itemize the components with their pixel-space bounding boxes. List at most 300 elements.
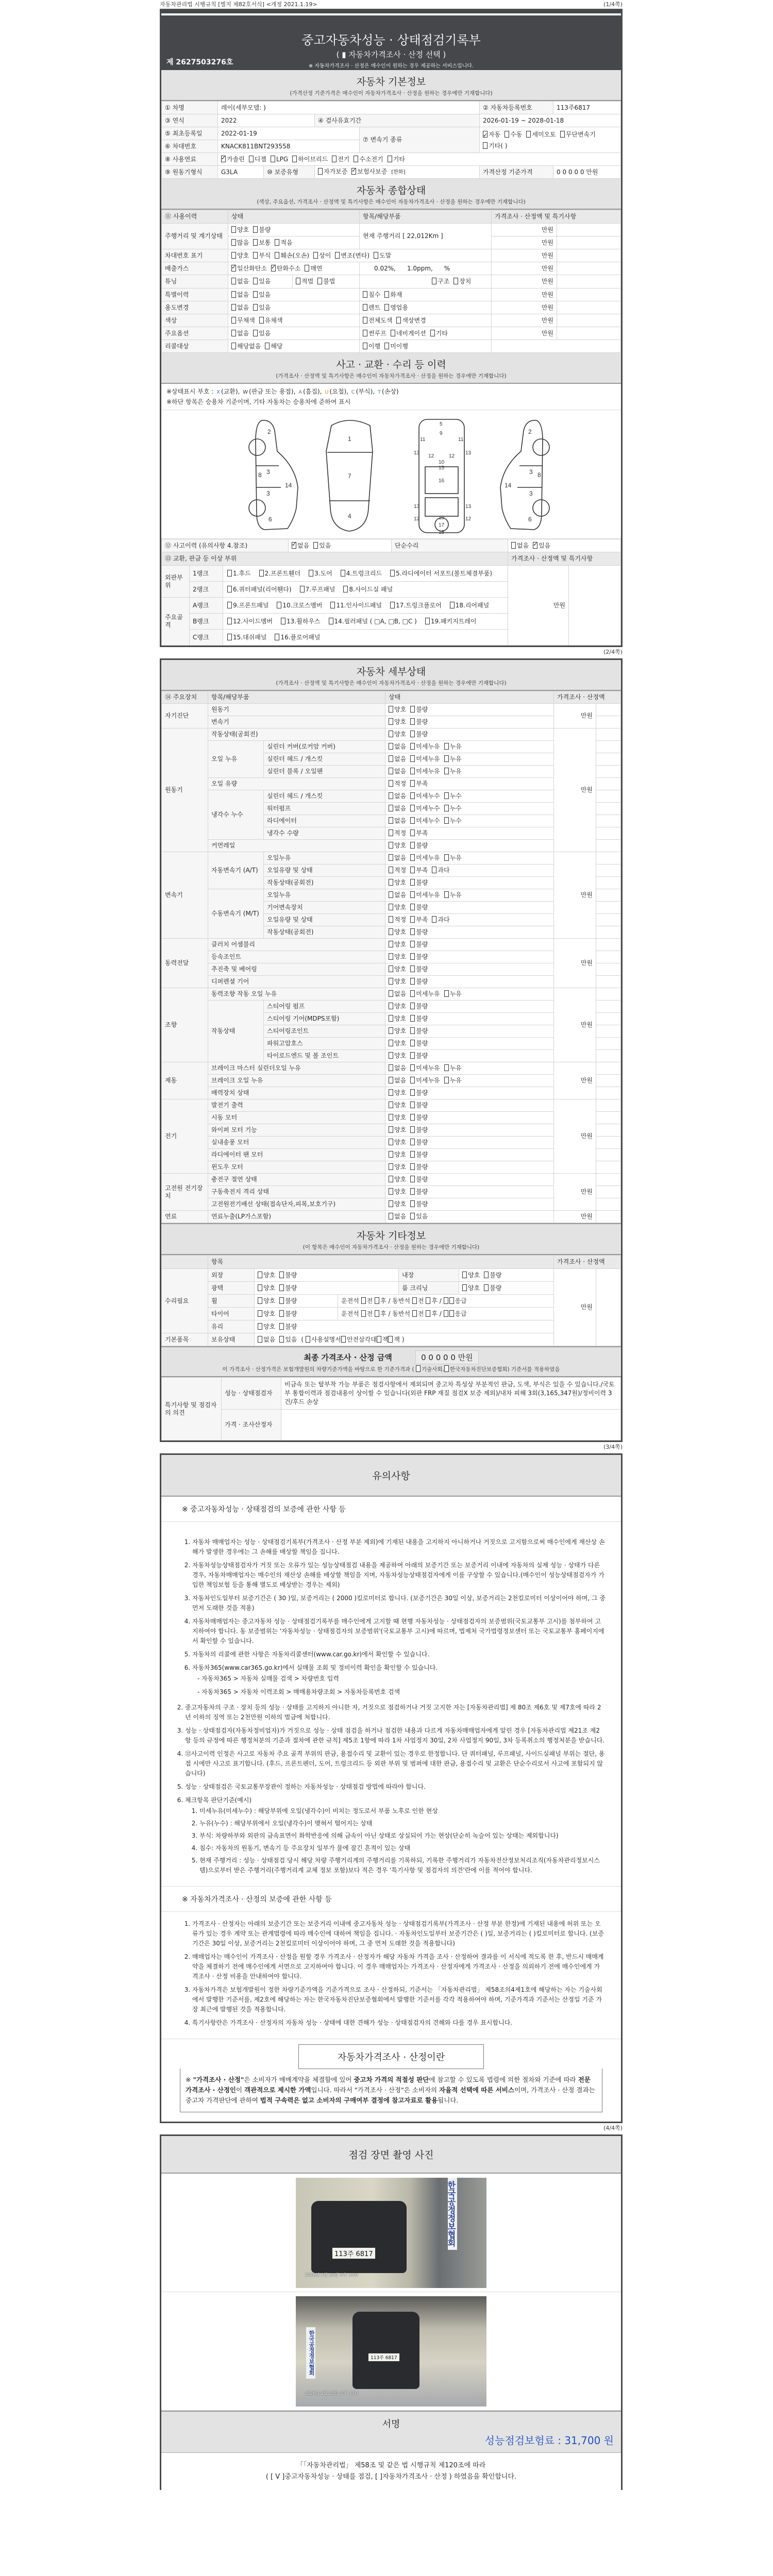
- option[interactable]: [432, 867, 449, 874]
- option[interactable]: [279, 1310, 297, 1318]
- checkbox[interactable]: [341, 1336, 346, 1343]
- checkbox[interactable]: [335, 252, 340, 259]
- checkbox[interactable]: [511, 542, 516, 549]
- option[interactable]: [389, 867, 406, 874]
- checkbox[interactable]: [390, 570, 395, 577]
- checkbox[interactable]: [351, 168, 356, 175]
- option[interactable]: [389, 1077, 406, 1084]
- checkbox[interactable]: [231, 343, 236, 349]
- option[interactable]: [410, 817, 440, 825]
- checkbox[interactable]: [279, 1297, 284, 1304]
- option[interactable]: [410, 891, 440, 899]
- checkbox[interactable]: [231, 239, 236, 246]
- option[interactable]: [450, 600, 489, 611]
- checkbox[interactable]: [410, 1077, 415, 1083]
- option[interactable]: [410, 867, 428, 874]
- option[interactable]: [453, 278, 471, 285]
- option[interactable]: [389, 817, 406, 825]
- checkbox[interactable]: [389, 792, 393, 799]
- checkbox[interactable]: [389, 854, 393, 861]
- option[interactable]: [410, 780, 428, 788]
- option[interactable]: [389, 755, 406, 763]
- checkbox[interactable]: [313, 542, 318, 549]
- checkbox[interactable]: [361, 1310, 366, 1317]
- checkbox[interactable]: [389, 1176, 393, 1182]
- checkbox[interactable]: [444, 817, 449, 824]
- option[interactable]: [410, 743, 440, 751]
- option[interactable]: [363, 304, 380, 312]
- checkbox[interactable]: [253, 278, 258, 284]
- option[interactable]: [389, 1027, 406, 1035]
- option[interactable]: [462, 1272, 480, 1279]
- option[interactable]: [231, 252, 249, 260]
- option[interactable]: [275, 252, 309, 260]
- option[interactable]: [389, 743, 406, 751]
- checkbox[interactable]: [432, 278, 436, 284]
- checkbox[interactable]: [410, 1015, 415, 1022]
- option[interactable]: [227, 584, 292, 595]
- checkbox[interactable]: [410, 805, 415, 811]
- checkbox[interactable]: [410, 1052, 415, 1059]
- checkbox[interactable]: [560, 131, 565, 138]
- checkbox[interactable]: [258, 1297, 262, 1304]
- checkbox[interactable]: [332, 156, 337, 162]
- option[interactable]: [391, 330, 426, 337]
- checkbox[interactable]: [318, 168, 323, 175]
- option[interactable]: [396, 317, 426, 325]
- checkbox[interactable]: [391, 330, 395, 336]
- option[interactable]: [389, 1163, 406, 1171]
- option[interactable]: [389, 780, 406, 788]
- checkbox[interactable]: [410, 1213, 415, 1219]
- option[interactable]: [258, 1336, 275, 1344]
- option[interactable]: [432, 916, 449, 924]
- option[interactable]: [389, 1015, 406, 1023]
- checkbox[interactable]: [389, 1027, 393, 1034]
- checkbox[interactable]: [258, 1323, 262, 1330]
- checkbox[interactable]: [444, 854, 449, 861]
- checkbox[interactable]: [449, 1297, 454, 1304]
- option[interactable]: [363, 317, 392, 325]
- option[interactable]: [384, 291, 402, 299]
- checkbox[interactable]: [426, 1297, 430, 1304]
- option[interactable]: [483, 140, 507, 151]
- checkbox[interactable]: [410, 1163, 415, 1170]
- option[interactable]: [389, 953, 406, 961]
- checkbox[interactable]: [265, 343, 270, 349]
- checkbox[interactable]: [410, 1151, 415, 1158]
- checkbox[interactable]: [389, 978, 393, 985]
- checkbox[interactable]: [505, 131, 509, 138]
- option[interactable]: [253, 226, 271, 234]
- option[interactable]: [444, 743, 462, 751]
- checkbox[interactable]: [389, 941, 393, 947]
- checkbox[interactable]: [389, 1101, 393, 1108]
- option[interactable]: [410, 706, 428, 714]
- checkbox[interactable]: [410, 1176, 415, 1182]
- checkbox[interactable]: [462, 1284, 467, 1291]
- option[interactable]: [281, 616, 320, 627]
- option[interactable]: [253, 330, 271, 337]
- checkbox[interactable]: [389, 743, 393, 750]
- checkbox[interactable]: [389, 953, 393, 960]
- option[interactable]: [313, 252, 331, 260]
- option[interactable]: [330, 600, 382, 611]
- option[interactable]: [231, 275, 249, 288]
- option[interactable]: [389, 978, 406, 986]
- option[interactable]: [253, 291, 271, 299]
- option[interactable]: [410, 792, 440, 800]
- option[interactable]: [354, 156, 383, 163]
- option[interactable]: [313, 542, 331, 550]
- checkbox[interactable]: [412, 1297, 417, 1304]
- option[interactable]: [253, 304, 271, 312]
- option[interactable]: [410, 928, 428, 936]
- option[interactable]: [410, 718, 428, 726]
- checkbox[interactable]: [410, 780, 415, 787]
- checkbox[interactable]: [384, 304, 389, 311]
- checkbox[interactable]: [253, 291, 258, 298]
- checkbox[interactable]: [389, 1200, 393, 1207]
- checkbox[interactable]: [533, 542, 537, 549]
- checkbox[interactable]: [410, 842, 415, 849]
- option[interactable]: [410, 1213, 428, 1221]
- checkbox[interactable]: [444, 990, 449, 997]
- checkbox[interactable]: [292, 542, 296, 549]
- option[interactable]: [389, 1101, 406, 1109]
- checkbox[interactable]: [410, 1200, 415, 1207]
- checkbox[interactable]: [410, 731, 415, 737]
- checkbox[interactable]: [271, 156, 275, 162]
- option[interactable]: [389, 1126, 406, 1134]
- option[interactable]: [300, 584, 335, 595]
- option[interactable]: [410, 1101, 428, 1109]
- checkbox[interactable]: [410, 928, 415, 935]
- checkbox[interactable]: [258, 1336, 262, 1343]
- option[interactable]: [292, 542, 309, 550]
- checkbox[interactable]: [389, 928, 393, 935]
- checkbox[interactable]: [389, 817, 393, 824]
- checkbox[interactable]: [275, 239, 279, 246]
- checkbox[interactable]: [279, 1272, 284, 1278]
- option[interactable]: [389, 1089, 406, 1097]
- checkbox[interactable]: [410, 1040, 415, 1046]
- checkbox[interactable]: [526, 131, 531, 138]
- option[interactable]: [410, 768, 440, 775]
- option[interactable]: [444, 990, 462, 998]
- option[interactable]: [410, 1188, 428, 1196]
- checkbox[interactable]: [279, 1284, 284, 1291]
- option[interactable]: [410, 978, 428, 986]
- option[interactable]: [363, 343, 380, 350]
- checkbox[interactable]: [306, 1336, 310, 1343]
- option[interactable]: [258, 1284, 275, 1292]
- option[interactable]: [410, 904, 428, 911]
- checkbox[interactable]: [389, 1139, 393, 1145]
- option[interactable]: [227, 600, 268, 611]
- checkbox[interactable]: [300, 586, 305, 592]
- option[interactable]: [231, 330, 249, 337]
- option[interactable]: [410, 1114, 428, 1122]
- checkbox[interactable]: [363, 304, 367, 311]
- option[interactable]: [265, 343, 282, 350]
- option[interactable]: [444, 805, 462, 812]
- option[interactable]: [410, 1163, 428, 1171]
- checkbox[interactable]: [453, 278, 458, 284]
- checkbox[interactable]: [227, 634, 232, 640]
- option[interactable]: [390, 600, 442, 611]
- checkbox[interactable]: [444, 743, 449, 750]
- checkbox[interactable]: [296, 278, 300, 284]
- checkbox[interactable]: [292, 156, 297, 162]
- checkbox[interactable]: [410, 904, 415, 910]
- checkbox[interactable]: [410, 755, 415, 762]
- option[interactable]: [279, 1323, 297, 1331]
- option[interactable]: [410, 1151, 428, 1159]
- option[interactable]: [249, 156, 266, 163]
- option[interactable]: [410, 1077, 440, 1084]
- checkbox[interactable]: [444, 768, 449, 774]
- checkbox[interactable]: [313, 252, 318, 259]
- option[interactable]: [389, 1188, 406, 1196]
- checkbox[interactable]: [389, 718, 393, 725]
- option[interactable]: [410, 1027, 428, 1035]
- checkbox[interactable]: [389, 891, 393, 898]
- option[interactable]: [389, 1176, 406, 1183]
- option[interactable]: [410, 1040, 428, 1047]
- option[interactable]: [221, 156, 245, 163]
- checkbox[interactable]: [410, 1114, 415, 1121]
- checkbox[interactable]: [231, 317, 236, 324]
- option[interactable]: [305, 265, 322, 273]
- checkbox[interactable]: [410, 1188, 415, 1195]
- checkbox[interactable]: [410, 854, 415, 861]
- checkbox[interactable]: [410, 867, 415, 873]
- option[interactable]: [410, 1003, 428, 1010]
- checkbox[interactable]: [410, 891, 415, 898]
- option[interactable]: [277, 600, 322, 611]
- option[interactable]: [279, 1297, 297, 1305]
- checkbox[interactable]: [221, 156, 226, 162]
- checkbox[interactable]: [389, 768, 393, 774]
- option[interactable]: [389, 891, 406, 899]
- option[interactable]: [444, 768, 462, 775]
- checkbox[interactable]: [410, 706, 415, 713]
- checkbox[interactable]: [231, 265, 236, 272]
- checkbox[interactable]: [341, 570, 345, 577]
- option[interactable]: [271, 265, 300, 273]
- option[interactable]: [430, 330, 448, 337]
- option[interactable]: [279, 1284, 297, 1292]
- checkbox[interactable]: [410, 879, 415, 886]
- option[interactable]: [374, 252, 391, 260]
- checkbox[interactable]: [389, 706, 393, 713]
- checkbox[interactable]: [227, 602, 232, 608]
- checkbox[interactable]: [330, 602, 335, 608]
- checkbox[interactable]: [231, 304, 236, 311]
- checkbox[interactable]: [389, 842, 393, 849]
- option[interactable]: [279, 1336, 297, 1344]
- option[interactable]: [444, 1077, 462, 1084]
- checkbox[interactable]: [450, 602, 455, 608]
- checkbox[interactable]: [410, 978, 415, 985]
- option[interactable]: [484, 1284, 501, 1292]
- option[interactable]: [335, 252, 369, 260]
- checkbox[interactable]: [354, 156, 358, 162]
- option[interactable]: [231, 239, 249, 247]
- option[interactable]: [389, 829, 406, 837]
- option[interactable]: [484, 1272, 501, 1279]
- option[interactable]: [389, 854, 406, 862]
- checkbox[interactable]: [249, 156, 254, 162]
- option[interactable]: [389, 1213, 406, 1221]
- option[interactable]: [389, 965, 406, 973]
- checkbox[interactable]: [389, 1163, 393, 1170]
- option[interactable]: [227, 616, 273, 627]
- checkbox[interactable]: [253, 304, 258, 311]
- checkbox[interactable]: [253, 330, 258, 336]
- option[interactable]: [505, 129, 522, 140]
- checkbox[interactable]: [444, 1077, 449, 1083]
- option[interactable]: [332, 156, 349, 163]
- checkbox[interactable]: [374, 252, 378, 259]
- option[interactable]: [231, 291, 249, 299]
- option[interactable]: [432, 278, 449, 285]
- option[interactable]: [511, 542, 529, 550]
- checkbox[interactable]: [432, 916, 436, 923]
- option[interactable]: [389, 928, 406, 936]
- option[interactable]: [389, 879, 406, 887]
- option[interactable]: [410, 1064, 440, 1072]
- checkbox[interactable]: [259, 317, 264, 324]
- checkbox[interactable]: [444, 1064, 449, 1071]
- option[interactable]: [390, 568, 492, 579]
- checkbox[interactable]: [253, 252, 258, 259]
- option[interactable]: [410, 731, 428, 738]
- checkbox[interactable]: [231, 291, 236, 298]
- checkbox[interactable]: [389, 805, 393, 811]
- checkbox[interactable]: [271, 265, 276, 272]
- option[interactable]: [389, 1052, 406, 1060]
- option[interactable]: [389, 706, 406, 714]
- checkbox[interactable]: [384, 343, 389, 349]
- checkbox[interactable]: [483, 142, 488, 149]
- checkbox[interactable]: [389, 755, 393, 762]
- checkbox[interactable]: [389, 1077, 393, 1083]
- checkbox[interactable]: [444, 805, 449, 811]
- checkbox[interactable]: [389, 1114, 393, 1121]
- checkbox[interactable]: [410, 965, 415, 972]
- checkbox[interactable]: [410, 941, 415, 947]
- checkbox[interactable]: [389, 1064, 393, 1071]
- checkbox[interactable]: [425, 618, 430, 624]
- checkbox[interactable]: [231, 226, 236, 233]
- checkbox[interactable]: [389, 1040, 393, 1046]
- checkbox[interactable]: [388, 1336, 393, 1343]
- option[interactable]: [231, 265, 267, 273]
- checkbox[interactable]: [275, 634, 279, 640]
- option[interactable]: [410, 953, 428, 961]
- checkbox[interactable]: [449, 1310, 454, 1317]
- checkbox[interactable]: [410, 990, 415, 997]
- option[interactable]: [410, 842, 428, 850]
- checkbox[interactable]: [444, 792, 449, 799]
- checkbox[interactable]: [281, 618, 285, 624]
- option[interactable]: [231, 304, 249, 312]
- checkbox[interactable]: [377, 1336, 381, 1343]
- checkbox[interactable]: [410, 817, 415, 824]
- option[interactable]: [388, 156, 405, 163]
- option[interactable]: [410, 941, 428, 948]
- checkbox[interactable]: [410, 1126, 415, 1133]
- checkbox[interactable]: [389, 916, 393, 923]
- option[interactable]: [341, 568, 382, 579]
- option[interactable]: [231, 343, 261, 350]
- option[interactable]: [389, 731, 406, 738]
- checkbox[interactable]: [329, 618, 333, 624]
- checkbox[interactable]: [410, 1064, 415, 1071]
- checkbox[interactable]: [390, 602, 395, 608]
- checkbox[interactable]: [258, 1272, 262, 1278]
- option[interactable]: [389, 904, 406, 911]
- option[interactable]: [227, 632, 266, 643]
- checkbox[interactable]: [258, 1284, 262, 1291]
- checkbox[interactable]: [253, 226, 258, 233]
- option[interactable]: [329, 616, 417, 627]
- checkbox[interactable]: [227, 586, 232, 592]
- checkbox[interactable]: [444, 1310, 448, 1317]
- option[interactable]: [410, 1126, 428, 1134]
- option[interactable]: [389, 916, 406, 924]
- option[interactable]: [275, 239, 292, 247]
- checkbox[interactable]: [384, 291, 389, 298]
- option[interactable]: [389, 990, 406, 998]
- option[interactable]: [231, 317, 255, 325]
- option[interactable]: [410, 1200, 428, 1208]
- option[interactable]: [483, 129, 500, 140]
- checkbox[interactable]: [462, 1272, 467, 1278]
- checkbox[interactable]: [317, 278, 322, 284]
- option[interactable]: [462, 1284, 480, 1292]
- checkbox[interactable]: [389, 879, 393, 886]
- option[interactable]: [253, 239, 271, 247]
- checkbox[interactable]: [389, 867, 393, 873]
- checkbox[interactable]: [410, 916, 415, 923]
- option[interactable]: [389, 1003, 406, 1010]
- checkbox[interactable]: [410, 829, 415, 836]
- option[interactable]: [410, 1139, 428, 1146]
- checkbox[interactable]: [343, 586, 348, 592]
- checkbox[interactable]: [375, 1310, 379, 1317]
- option[interactable]: [444, 792, 462, 800]
- option[interactable]: [296, 275, 313, 288]
- checkbox[interactable]: [432, 867, 436, 873]
- option[interactable]: [389, 792, 406, 800]
- checkbox[interactable]: [410, 718, 415, 725]
- checkbox[interactable]: [231, 330, 236, 336]
- option[interactable]: [253, 252, 271, 260]
- option[interactable]: [384, 304, 408, 312]
- option[interactable]: [444, 854, 462, 862]
- option[interactable]: [444, 891, 462, 899]
- option[interactable]: [253, 275, 271, 288]
- checkbox[interactable]: [389, 1213, 393, 1219]
- option[interactable]: [258, 1310, 275, 1318]
- option[interactable]: [389, 1114, 406, 1122]
- option[interactable]: [533, 542, 550, 550]
- option[interactable]: [259, 317, 283, 325]
- option[interactable]: [444, 755, 462, 763]
